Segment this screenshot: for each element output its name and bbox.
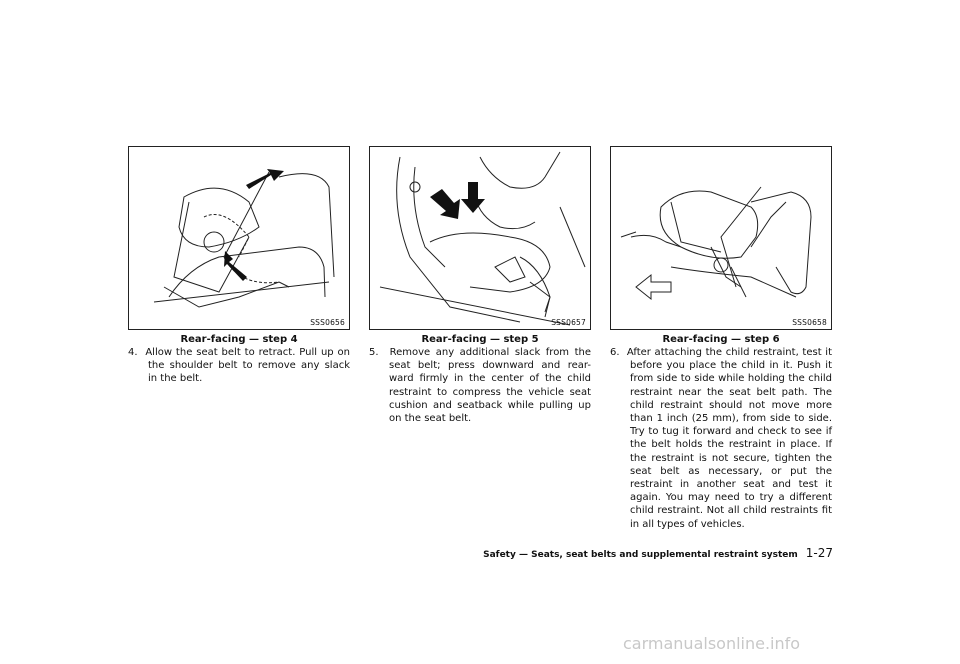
figure-step-4	[128, 146, 350, 330]
watermark: carmanualsonline.info	[623, 634, 801, 653]
step-5-column	[369, 146, 591, 425]
figure-step-5	[369, 146, 591, 330]
illustration-press-restraint	[370, 147, 590, 329]
illustration-test-restraint	[611, 147, 831, 329]
step-5-text: 5. Remove any additional slack from the seat belt; press downward and rear-ward firmly in the center of the child restraint to compress the vehicle seat cushion and seatback while pulling up on the seat belt.	[369, 347, 591, 425]
footer-section-title: Safety — Seats, seat belts and supplemental restraint system	[483, 550, 798, 560]
illustration-belt-retract	[129, 147, 349, 329]
step-4-text: 4. Allow the seat belt to retract. Pull up on the shoulder belt to remove any slack in the belt.	[128, 347, 350, 385]
step-6-column	[610, 146, 832, 531]
figure-caption: Rear-facing — step 6	[662, 334, 780, 345]
page-number: 1-27	[805, 546, 833, 560]
figure-code: SSS0657	[551, 318, 586, 327]
step-6-text: 6. After attaching the child restraint, test it before you place the child in it. Push it from side to side while holding the child restraint near the seat belt path. The child restraint should not move more than 1 inch (25 mm), from side to side. Try to tug it forward and check to see if the belt holds the restraint in place. If the restraint is not secure, tighten the seat belt as necessary, or put the restraint in another seat and test it again. You may need to try a different child restraint. Not all child restraints fit in all types of vehicles.	[610, 347, 832, 530]
figure-code: SSS0658	[792, 318, 827, 327]
figure-step-6	[610, 146, 832, 330]
figure-caption: Rear-facing — step 4	[180, 334, 298, 345]
figure-caption: Rear-facing — step 5	[421, 334, 539, 345]
figure-code: SSS0656	[310, 318, 345, 327]
page-footer	[483, 546, 833, 560]
step-4-column	[128, 146, 350, 386]
